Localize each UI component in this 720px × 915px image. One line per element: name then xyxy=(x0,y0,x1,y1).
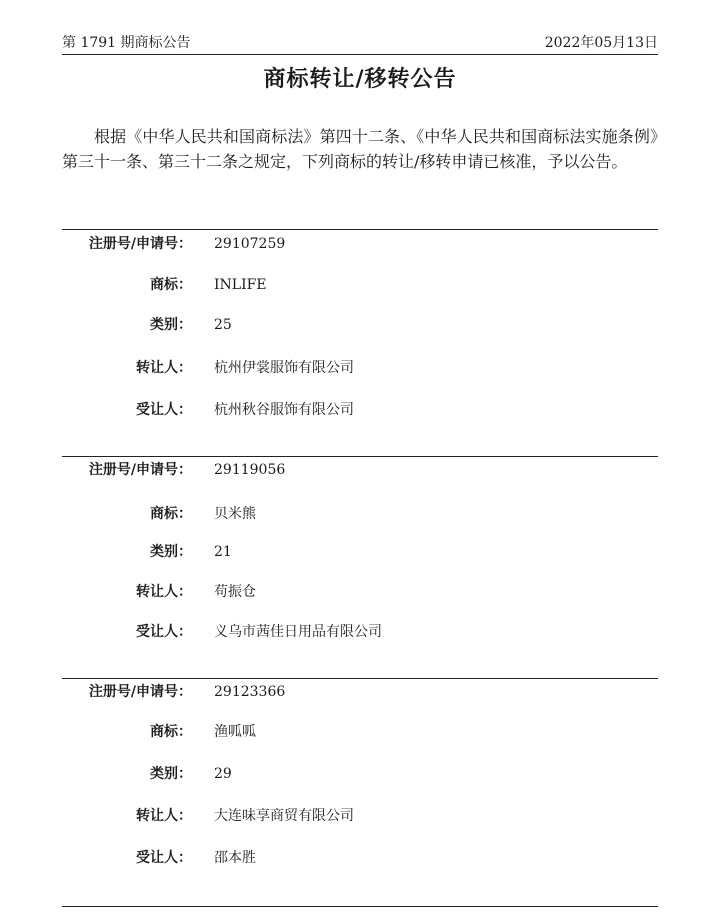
intro-paragraph: 根据《中华人民共和国商标法》第四十二条、《中华人民共和国商标法实施条例》第三十一条、第三十二条之规定，下列商标的转让/移转申请已核准，予以公告。 xyxy=(62,127,658,171)
trademark-record-3 xyxy=(62,678,658,866)
assignee-row xyxy=(62,847,658,869)
class-label: 类别： xyxy=(150,317,192,333)
issue-number: 第 1791 期商标公告 xyxy=(62,35,191,51)
assignee-value: 杭州秋谷服饰有限公司 xyxy=(214,402,354,418)
page-title: 商标转让/移转公告 xyxy=(263,67,457,92)
class-value: 25 xyxy=(214,317,232,333)
class-row xyxy=(62,541,658,563)
assignee-row xyxy=(62,399,658,421)
assignor-row xyxy=(62,805,658,827)
assignee-label: 受让人： xyxy=(136,850,192,866)
mark-label: 商标： xyxy=(150,277,192,293)
page-header xyxy=(62,28,658,55)
mark-value: 贝米熊 xyxy=(214,506,256,522)
mark-row xyxy=(62,721,658,743)
reg-no-row xyxy=(62,681,658,703)
assignor-row xyxy=(62,357,658,379)
assignor-label: 转让人： xyxy=(136,584,192,600)
assignor-row xyxy=(62,581,658,603)
class-label: 类别： xyxy=(150,544,192,560)
assignee-row xyxy=(62,621,658,643)
assignor-value: 大连味享商贸有限公司 xyxy=(214,808,354,824)
reg-no-label: 注册号/申请号： xyxy=(88,462,192,478)
assignee-value: 义乌市茜佳日用品有限公司 xyxy=(214,624,382,640)
assignor-value: 苟振仓 xyxy=(214,584,256,600)
bottom-divider xyxy=(62,906,658,907)
reg-no-value: 29107259 xyxy=(214,236,286,252)
assignee-label: 受让人： xyxy=(136,624,192,640)
mark-row xyxy=(62,503,658,525)
assignee-label: 受让人： xyxy=(136,402,192,418)
mark-value: INLIFE xyxy=(214,277,267,293)
assignor-label: 转让人： xyxy=(136,808,192,824)
assignee-value: 邵本胜 xyxy=(214,850,256,866)
mark-row xyxy=(62,274,658,296)
class-label: 类别： xyxy=(150,766,192,782)
assignor-value: 杭州伊裳服饰有限公司 xyxy=(214,360,354,376)
reg-no-value: 29119056 xyxy=(214,462,286,478)
mark-value: 渔呱呱 xyxy=(214,724,256,740)
publish-date: 2022年05月13日 xyxy=(544,35,658,51)
reg-no-value: 29123366 xyxy=(214,684,286,700)
class-row xyxy=(62,314,658,336)
reg-no-row xyxy=(62,233,658,255)
class-value: 29 xyxy=(214,766,232,782)
assignor-label: 转让人： xyxy=(136,360,192,376)
trademark-record-2 xyxy=(62,456,658,640)
reg-no-label: 注册号/申请号： xyxy=(88,236,192,252)
class-row xyxy=(62,763,658,785)
trademark-record-1 xyxy=(62,229,658,418)
class-value: 21 xyxy=(214,544,232,560)
reg-no-label: 注册号/申请号： xyxy=(88,684,192,700)
mark-label: 商标： xyxy=(150,506,192,522)
mark-label: 商标： xyxy=(150,724,192,740)
reg-no-row xyxy=(62,459,658,481)
